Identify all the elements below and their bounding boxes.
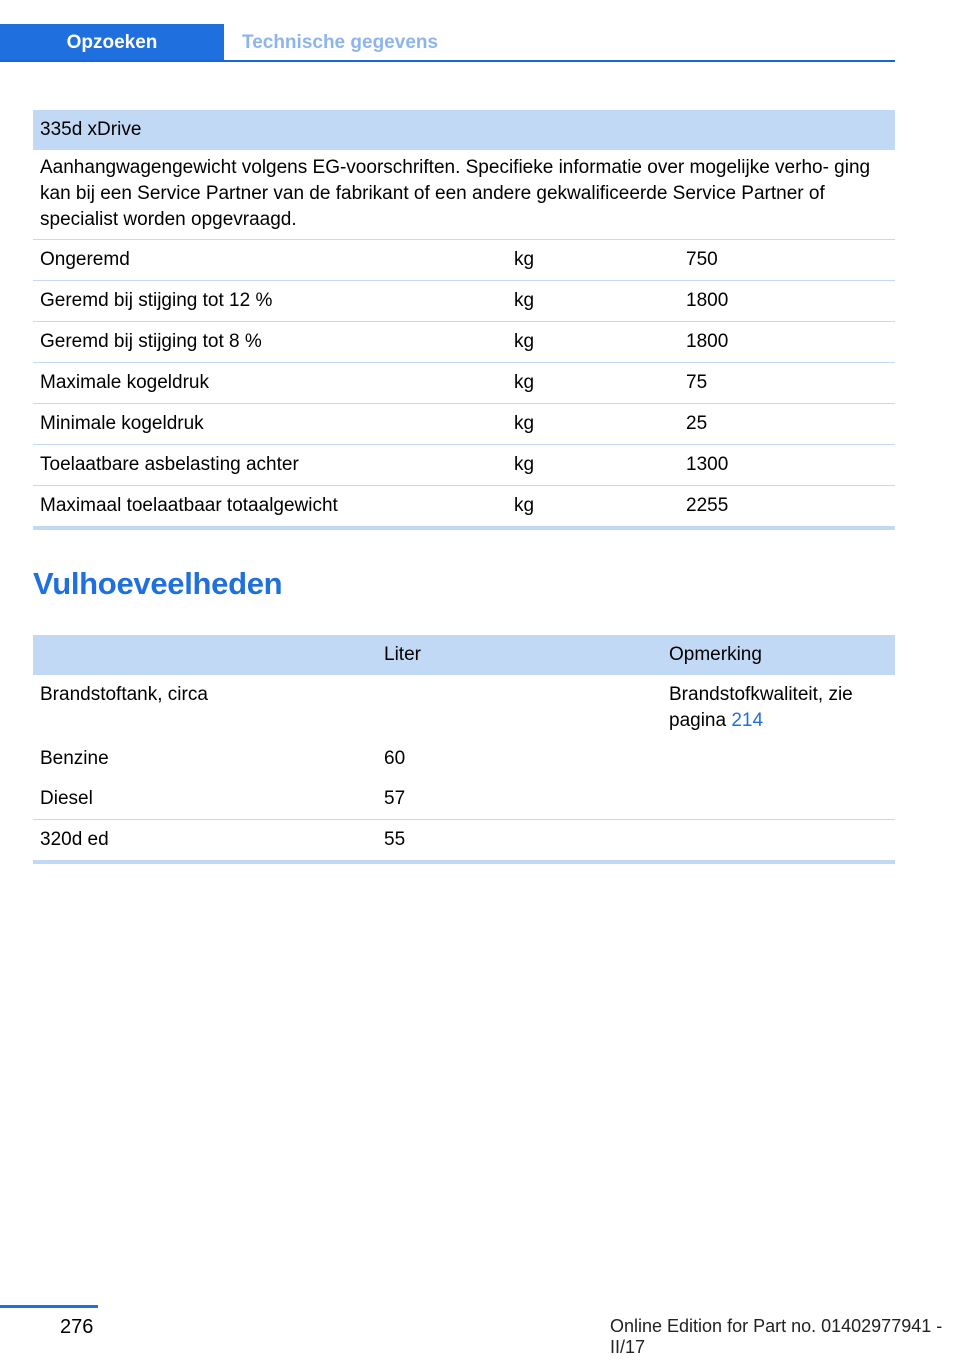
row-unit: kg bbox=[514, 454, 535, 475]
row-unit: kg bbox=[514, 495, 535, 516]
table-note: Aanhangwagengewicht volgens EG-voorschriften. Specifieke informatie over mogelijke verho- ging kan bij een Service Partner van de fabrikant of een andere gekwalificeerde Service Partner of specialist worden opgevraagd. bbox=[40, 157, 871, 230]
row-unit: kg bbox=[514, 331, 535, 352]
row-value: 1800 bbox=[686, 290, 729, 311]
row-unit: kg bbox=[514, 290, 535, 311]
row-label: Benzine bbox=[40, 748, 109, 769]
row-value: 1800 bbox=[686, 331, 729, 352]
row-label: Diesel bbox=[40, 788, 93, 809]
footer-rule bbox=[0, 1305, 98, 1308]
table-header bbox=[33, 635, 895, 675]
row-value: 75 bbox=[686, 372, 708, 393]
page-number: 276 bbox=[60, 1316, 94, 1338]
table-row bbox=[33, 445, 895, 486]
table-row bbox=[33, 281, 895, 322]
row-label: Minimale kogeldruk bbox=[40, 413, 204, 434]
edition-text: Online Edition for Part no. 01402977941 - II/17 bbox=[610, 1316, 943, 1357]
capacities-table bbox=[33, 635, 895, 864]
row-value: 2255 bbox=[686, 495, 729, 516]
row-label: 320d ed bbox=[40, 829, 109, 850]
top-nav bbox=[0, 24, 895, 62]
row-label: Ongeremd bbox=[40, 249, 130, 270]
table-bottom-rule bbox=[33, 860, 895, 864]
row-label: Geremd bij stijging tot 12 % bbox=[40, 290, 273, 311]
header-liter: Liter bbox=[384, 644, 421, 665]
tab-technische-gegevens[interactable]: Technische gegevens bbox=[242, 32, 439, 53]
page-link[interactable]: 214 bbox=[731, 710, 764, 731]
row-label: Maximaal toelaatbaar totaalgewicht bbox=[40, 495, 338, 516]
table-row bbox=[33, 675, 895, 739]
row-label: Geremd bij stijging tot 8 % bbox=[40, 331, 262, 352]
remark-text: Brandstofkwaliteit, zie pagina bbox=[669, 684, 853, 731]
row-liter: 55 bbox=[384, 829, 406, 850]
table-row bbox=[33, 240, 895, 281]
row-liter: 60 bbox=[384, 748, 406, 769]
header-opmerking: Opmerking bbox=[669, 644, 762, 665]
row-value: 1300 bbox=[686, 454, 729, 475]
table-row bbox=[33, 739, 895, 779]
nav-divider bbox=[0, 60, 895, 62]
row-unit: kg bbox=[514, 413, 535, 434]
row-value: 750 bbox=[686, 249, 718, 270]
row-label: Maximale kogeldruk bbox=[40, 372, 209, 393]
tab-opzoeken[interactable]: Opzoeken bbox=[0, 24, 224, 62]
trailer-weight-table bbox=[33, 110, 895, 530]
row-liter: 57 bbox=[384, 788, 406, 809]
table-row bbox=[33, 486, 895, 526]
row-unit: kg bbox=[514, 372, 535, 393]
table-row bbox=[33, 779, 895, 820]
table-note-row bbox=[33, 150, 895, 240]
table-row bbox=[33, 322, 895, 363]
table-bottom-rule bbox=[33, 526, 895, 530]
table-title: 335d xDrive bbox=[40, 119, 142, 140]
row-value: 25 bbox=[686, 413, 708, 434]
table-header bbox=[33, 110, 895, 150]
table-row bbox=[33, 404, 895, 445]
table-row bbox=[33, 820, 895, 860]
section-title: Vulhoeveelheden bbox=[33, 566, 283, 601]
row-remark bbox=[662, 682, 895, 734]
row-label: Toelaatbare asbelasting achter bbox=[40, 454, 299, 475]
table-row bbox=[33, 363, 895, 404]
row-label: Brandstoftank, circa bbox=[40, 684, 208, 705]
row-unit: kg bbox=[514, 249, 535, 270]
